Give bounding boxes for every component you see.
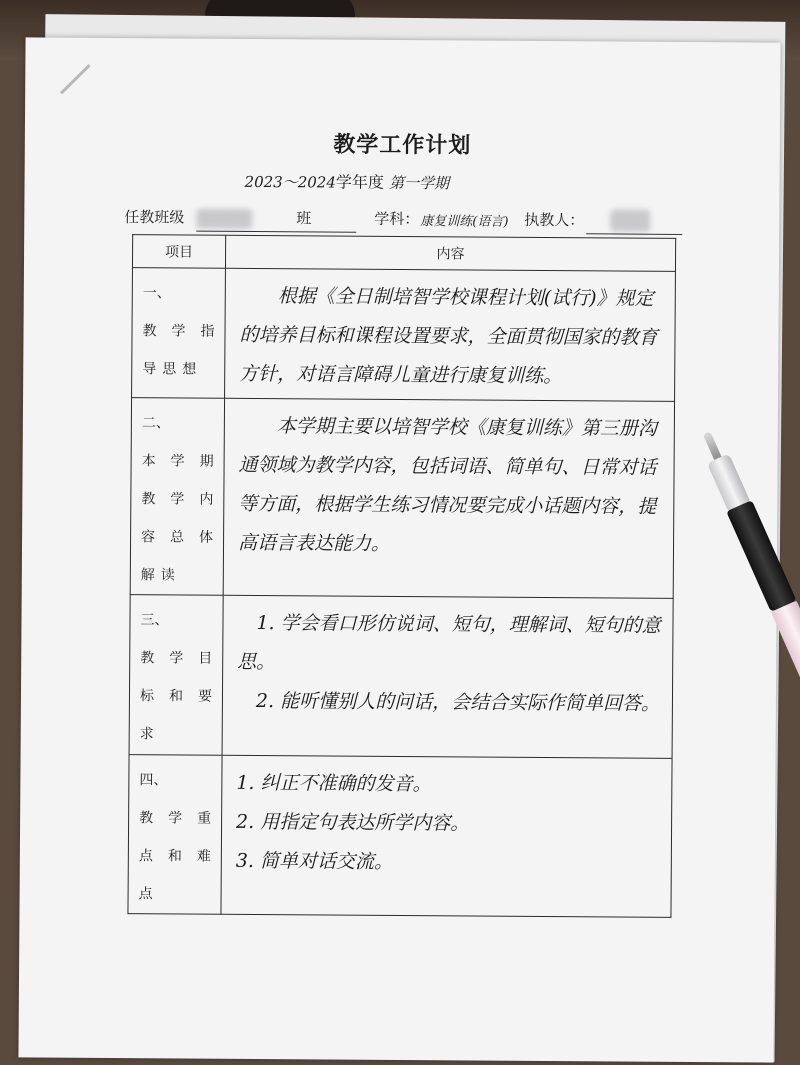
row-label — [128, 755, 222, 915]
row-number: 二、 — [141, 415, 170, 432]
teacher-underline — [586, 233, 682, 235]
plan-table — [127, 234, 676, 918]
redacted-teacher — [610, 209, 650, 231]
table-row — [129, 595, 673, 759]
row-content — [225, 268, 676, 401]
content-line: 2. 用指定句表达所学内容。 — [236, 810, 470, 835]
table-row — [132, 268, 676, 402]
row-label — [130, 398, 224, 596]
row-label-text: 教学指导思想 — [142, 323, 221, 378]
row-content — [221, 755, 672, 917]
row-content — [223, 398, 674, 598]
row-label — [132, 268, 226, 399]
subject-value: 康复训练(语言) — [420, 214, 509, 230]
content-line: 2. 能听懂别人的问话，会结合实际作简单回答。 — [236, 689, 661, 715]
info-row — [124, 206, 684, 234]
content-line: 1. 纠正不准确的发音。 — [236, 771, 432, 796]
document-page — [18, 37, 780, 1062]
content-line: 1. 学会看口形仿说词、短句，理解词、短句的意思。 — [237, 611, 661, 674]
row-label-text: 本学期教学内容总体解读 — [140, 453, 220, 584]
redacted-class — [196, 209, 252, 229]
row-label-text: 教学目标和要求 — [139, 650, 219, 743]
school-year-label: 学年度 — [335, 172, 385, 192]
content-line: 本学期主要以培智学校《康复训练》第三册沟通领域为教学内容，包括词语、简单句、日常对话等方面，根据学生练习情况要完成小话题内容，提高语言表达能力。 — [237, 414, 657, 555]
row-label-text: 教学重点和难点 — [138, 810, 218, 903]
header-item: 项目 — [132, 235, 225, 269]
header-content: 内容 — [225, 235, 675, 271]
page-title: 教学工作计划 — [333, 132, 472, 159]
row-label — [129, 595, 223, 756]
row-content — [222, 595, 673, 758]
school-year-value: 2023～2024 — [244, 172, 336, 192]
semester-value: 第一学期 — [388, 173, 450, 193]
row-number: 三、 — [140, 612, 169, 629]
class-label: 任教班级 — [124, 208, 185, 227]
subject-label: 学科： — [374, 209, 420, 229]
row-number: 四、 — [139, 772, 168, 789]
class-suffix: 班 — [296, 209, 312, 228]
content-line: 根据《全日制培智学校课程计划(试行)》规定的培养目标和课程设置要求，全面贯彻国家的教育方针，对语言障碍儿童进行康复训练。 — [239, 284, 658, 388]
table-row — [128, 755, 672, 918]
class-underline — [196, 231, 356, 233]
table-row — [130, 398, 674, 599]
fold-mark — [60, 64, 91, 94]
content-line: 3. 简单对话交流。 — [235, 849, 394, 873]
table-header-row — [132, 235, 675, 272]
teacher-label: 执教人： — [524, 210, 585, 230]
school-year-line — [244, 169, 449, 193]
row-number: 一、 — [142, 285, 171, 302]
